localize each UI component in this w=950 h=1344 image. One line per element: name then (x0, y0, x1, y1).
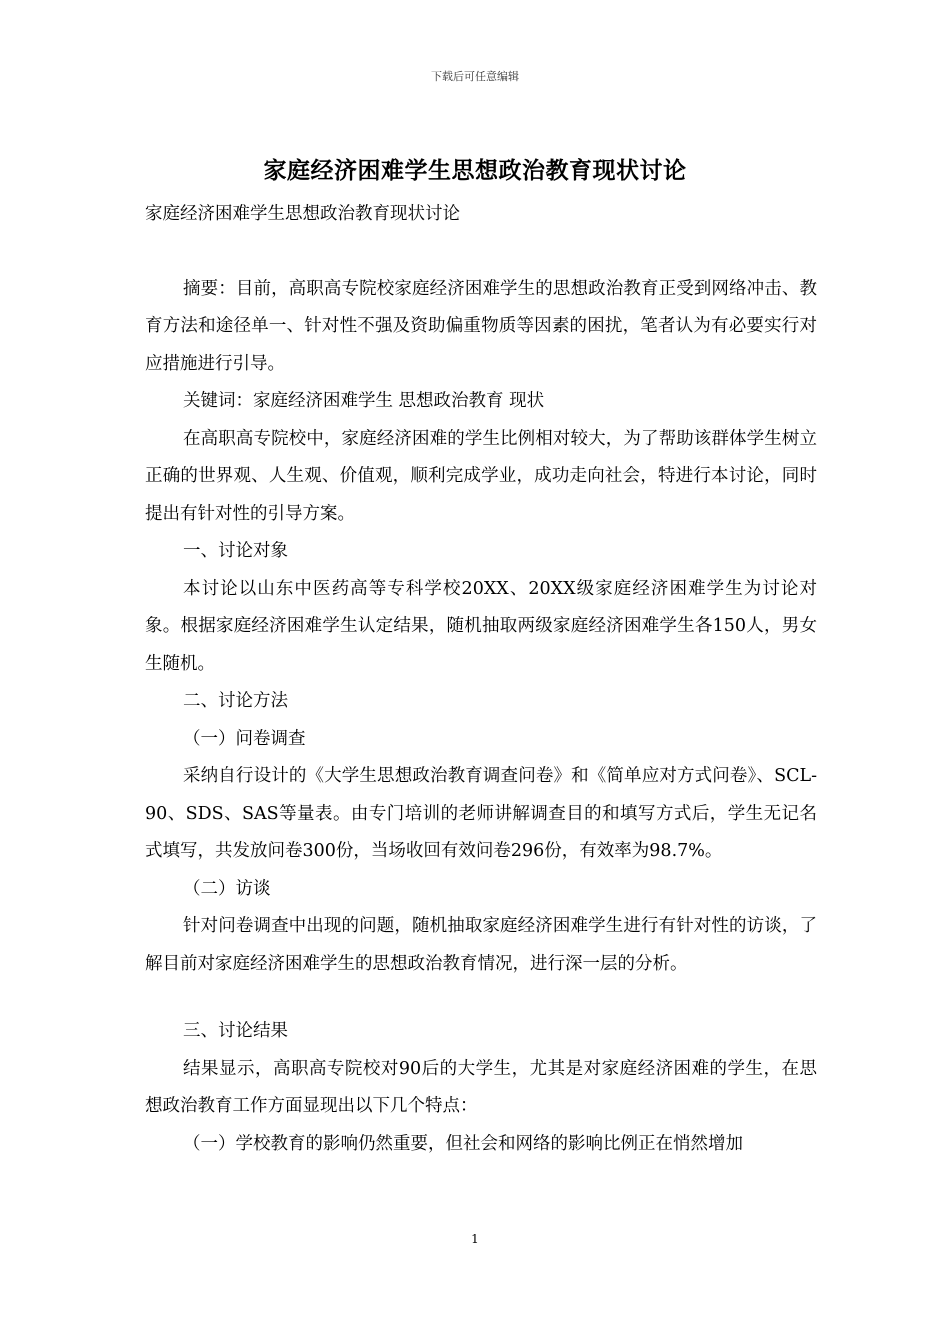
subsection-heading: （一）学校教育的影响仍然重要，但社会和网络的影响比例正在悄然增加 (183, 1133, 743, 1154)
section-heading-3: 三、讨论结果 (183, 1021, 288, 1041)
document-title: 家庭经济困难学生思想政治教育现状讨论 (263, 157, 687, 184)
intro-paragraph: 在高职高专院校中，家庭经济困难的学生比例相对较大，为了帮助该群体学生树立正确的世界观、人生观、价值观，顺利完成学业，成功走向社会，特进行本讨论，同时提出有针对性的引导方案。 (145, 428, 817, 524)
document-body (145, 196, 817, 1163)
subsection-heading: （二）访谈 (183, 878, 271, 899)
body-paragraph: 针对问卷调查中出现的问题，随机抽取家庭经济困难学生进行有针对性的访谈，了解目前对家庭经济困难学生的思想政治教育情况，进行深一层的分析。 (145, 916, 817, 974)
section-heading-2: 二、讨论方法 (183, 691, 288, 711)
subsection-heading: （一）问卷调查 (183, 728, 306, 749)
body-paragraph: 结果显示，高职高专院校对90后的大学生，尤其是对家庭经济困难的学生，在思想政治教育工作方面显现出以下几个特点： (145, 1058, 817, 1116)
keywords-paragraph: 关键词：家庭经济困难学生 思想政治教育 现状 (183, 391, 545, 411)
page-header: 下载后可任意编辑 (431, 70, 519, 83)
section-heading-1: 一、讨论对象 (183, 541, 288, 561)
page-number: 1 (471, 1232, 479, 1246)
abstract-paragraph: 摘要：目前，高职高专院校家庭经济困难学生的思想政治教育正受到网络冲击、教育方法和途径单一、针对性不强及资助偏重物质等因素的困扰，笔者认为有必要实行对应措施进行引导。 (145, 278, 817, 374)
body-paragraph: 本讨论以山东中医药高等专科学校20XX、20XX级家庭经济困难学生为讨论对象。根据家庭经济困难学生认定结果，随机抽取两级家庭经济困难学生各150人，男女生随机。 (145, 578, 817, 674)
body-paragraph: 采纳自行设计的《大学生思想政治教育调查问卷》和《简单应对方式问卷》、SCL-90、SDS、SAS等量表。由专门培训的老师讲解调查目的和填写方式后，学生无记名式填写，共发放问卷300份，当场收回有效问卷296份，有效率为98.7%。 (145, 766, 817, 861)
document-subtitle: 家庭经济困难学生思想政治教育现状讨论 (145, 204, 460, 224)
